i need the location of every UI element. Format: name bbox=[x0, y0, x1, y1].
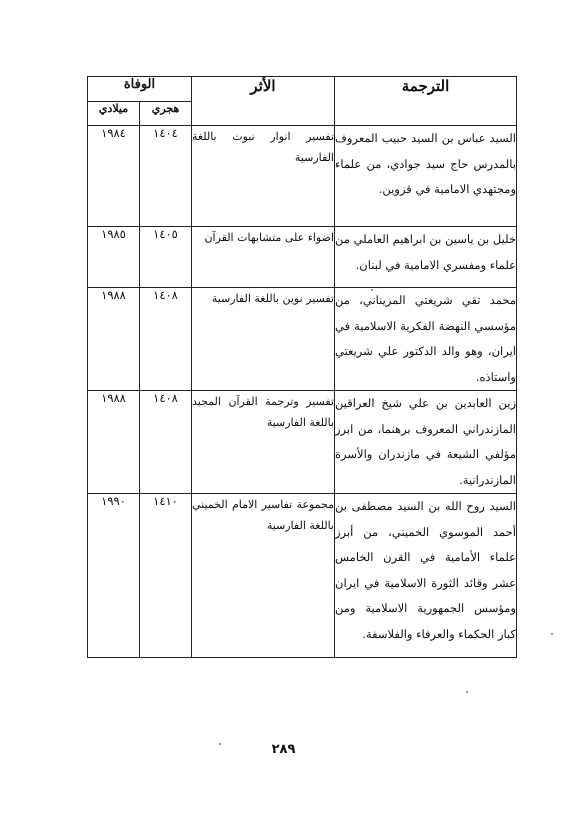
biography-cell: محمد تقي شريعتي المزيناني، من مؤسسي النهضة الفكرية الاسلامية في ايران، وهو والد الدكتور علي شريعتي واستاذه. bbox=[335, 288, 517, 391]
gregorian-year-cell: ١٩٨٤ bbox=[88, 126, 140, 227]
gregorian-year-cell: ١٩٨٨ bbox=[88, 288, 140, 391]
hijri-year-cell: ١٤٠٨ bbox=[140, 391, 192, 494]
hijri-year-cell: ١٤٠٤ bbox=[140, 126, 192, 227]
table-row bbox=[88, 227, 517, 288]
biography-cell: خليل بن ياسين بن ابراهيم العاملي من علماء ومفسري الامامية في لبنان. bbox=[335, 227, 517, 288]
biography-table bbox=[87, 76, 517, 658]
page-number: ٢٨٩ bbox=[271, 742, 296, 757]
header-gregorian: ميلادي bbox=[88, 101, 140, 126]
scan-speck bbox=[219, 743, 221, 745]
biography-cell: زين العابدين بن علي شيخ العراقين المازندراني المعروف برهنما، من ابرز مؤلفي الشيعة في مازندران والأسرة المازندرانية. bbox=[335, 391, 517, 494]
table-row bbox=[88, 126, 517, 227]
scan-speck bbox=[551, 633, 553, 635]
work-cell: مجموعة تفاسير الامام الخميني باللغة الفارسية bbox=[192, 494, 335, 658]
work-cell: اضواء على متشابهات القرآن bbox=[192, 227, 335, 288]
gregorian-year-cell: ١٩٨٨ bbox=[88, 391, 140, 494]
scan-speck bbox=[371, 289, 373, 291]
hijri-year-cell: ١٤٠٥ bbox=[140, 227, 192, 288]
hijri-year-cell: ١٤٠٨ bbox=[140, 288, 192, 391]
work-cell: تفسير وترجمة القرآن المجيد باللغة الفارسية bbox=[192, 391, 335, 494]
work-cell: تفسير نوين باللغة الفارسية bbox=[192, 288, 335, 391]
gregorian-year-cell: ١٩٨٥ bbox=[88, 227, 140, 288]
hijri-year-cell: ١٤١٠ bbox=[140, 494, 192, 658]
header-death: الوفاة bbox=[88, 77, 192, 102]
work-cell: تفسير انوار نبوت باللغة الفارسية bbox=[192, 126, 335, 227]
table-row bbox=[88, 494, 517, 658]
gregorian-year-cell: ١٩٩٠ bbox=[88, 494, 140, 658]
header-work: الأثر bbox=[192, 77, 335, 126]
biography-cell: السيد عباس بن السيد حبيب المعروف بالمدرس حاج سيد جوادي، من علماء ومجتهدي الامامية في قزوين. bbox=[335, 126, 517, 227]
table-row bbox=[88, 288, 517, 391]
table-row bbox=[88, 391, 517, 494]
header-biography: الترجمة bbox=[335, 77, 517, 126]
scan-speck bbox=[466, 691, 468, 693]
biography-cell: السيد روح الله بن السيد مصطفى بن أحمد الموسوي الخميني، من أبرز علماء الأمامية في القرن الخامس عشر وقائد الثورة الاسلامية في ايران ومؤسس الجمهورية الاسلامية ومن كبار الحكماء والعرفاء والفلاسفة. bbox=[335, 494, 517, 658]
header-hijri: هجري bbox=[140, 101, 192, 126]
